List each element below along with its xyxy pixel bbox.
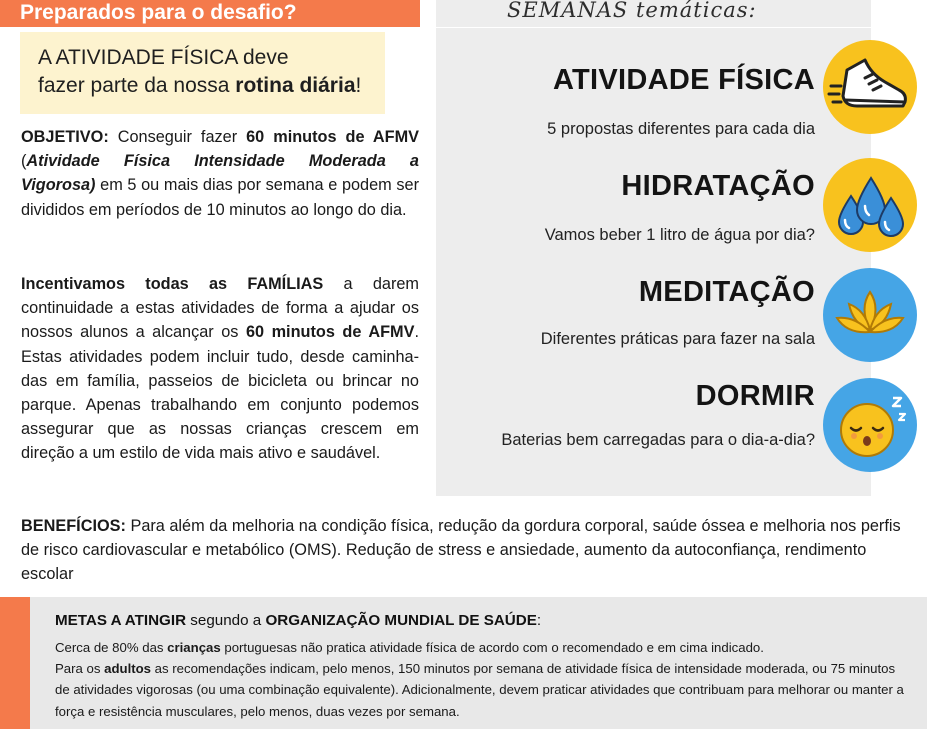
water-drops-icon bbox=[823, 158, 917, 252]
benefits-text: Para além da melhoria na condição física, redução da gordura corporal, saúde óssea e melhoria nos perfis de risco cardiovascular e metabólico (OMS). Redução de stress e ansiedade, aumento da autoconfiança, rendimento escolar bbox=[21, 517, 901, 583]
goals-p2-bold: adultos bbox=[104, 661, 152, 677]
goals-p2-start: Para os bbox=[55, 661, 105, 677]
theme-subtitle-physical-activity: 5 propostas diferentes para cada dia bbox=[547, 120, 815, 138]
families-text-2: . Estas atividades podem incluir tudo, desde caminha-das em família, passeios de bicicleta ou brincar no parque. Apenas trabalhando em conjunto podemos assegurar que as nossas crianças crescem em direção a um estilo de vida mais ativo e saudável. bbox=[21, 323, 419, 463]
objective-text-2: ( bbox=[21, 152, 27, 171]
goals-p1-start: Cerca de 80% das bbox=[55, 640, 168, 655]
objective-paragraph bbox=[21, 125, 419, 222]
goals-p1-end: portuguesas não pratica atividade física de acordo com o recomendado e em cima indicado. bbox=[220, 640, 764, 655]
theme-title-physical-activity: ATIVIDADE FÍSICA bbox=[552, 64, 815, 96]
goals-section bbox=[0, 597, 927, 729]
theme-title-sleep: DORMIR bbox=[695, 380, 815, 412]
objective-text-3: em 5 ou mais dias por semana e podem ser divididos em períodos de 10 minutos ao longo do dia. bbox=[21, 176, 419, 219]
goals-title-end: : bbox=[536, 612, 542, 629]
callout-line2-end: ! bbox=[355, 74, 362, 97]
goals-title-bold-1: METAS A ATINGIR bbox=[55, 612, 187, 629]
goals-title bbox=[55, 612, 541, 629]
header-bar bbox=[0, 0, 420, 27]
goals-adults-paragraph bbox=[55, 658, 905, 722]
goals-title-mid: segundo a bbox=[186, 612, 266, 629]
callout-text bbox=[38, 44, 361, 100]
sneaker-icon bbox=[823, 40, 917, 134]
theme-title-hydration: HIDRATAÇÃO bbox=[621, 170, 815, 202]
themes-divider bbox=[436, 27, 871, 28]
goals-p2-end: as recomendações indicam, pelo menos, 150 minutos por semana de atividade física de intensidade moderada, ou 75 minutos de atividades vigorosas (ou uma combinação equivalente). Adicionalmente, devem praticar atividades que contribuam para melhorar ou manter a força e resistência musculares, pelo menos, duas vezes por semana. bbox=[55, 661, 904, 719]
callout-line1: A ATIVIDADE FÍSICA deve bbox=[38, 46, 289, 69]
callout-line2-bold: rotina diária bbox=[235, 74, 356, 97]
benefits-paragraph bbox=[21, 514, 901, 586]
objective-label: OBJETIVO: bbox=[21, 128, 109, 146]
goals-children-line bbox=[55, 637, 905, 658]
theme-subtitle-hydration: Vamos beber 1 litro de água por dia? bbox=[544, 226, 815, 244]
theme-subtitle-sleep: Baterias bem carregadas para o dia-a-dia? bbox=[501, 431, 815, 449]
benefits-label: BENEFÍCIOS: bbox=[21, 517, 126, 535]
goals-title-bold-2: ORGANIZAÇÃO MUNDIAL DE SAÚDE bbox=[265, 612, 537, 629]
goals-p1-bold: crianças bbox=[167, 640, 221, 655]
objective-text-1: Conseguir fazer bbox=[108, 128, 247, 146]
callout-line2-start: fazer parte da nossa bbox=[38, 74, 236, 97]
theme-title-meditation: MEDITAÇÃO bbox=[638, 276, 815, 308]
lotus-icon bbox=[823, 268, 917, 362]
objective-bold-1: 60 minutos de AFMV bbox=[246, 128, 420, 146]
goals-text bbox=[55, 637, 905, 722]
sleeping-face-icon bbox=[823, 378, 917, 472]
header-title: Preparados para o desafio? bbox=[20, 1, 297, 24]
objective-definition: Atividade Física Intensidade Moderada a Vigorosa) bbox=[21, 152, 419, 195]
families-text-1: a darem continuidade a estas atividades de forma a ajudar os nossos alunos a alcançar os bbox=[21, 275, 419, 342]
theme-subtitle-meditation: Diferentes práticas para fazer na sala bbox=[540, 330, 815, 348]
families-bold-1: Incentivamos todas as FAMÍLIAS bbox=[21, 275, 324, 293]
goals-accent-bar bbox=[0, 597, 30, 729]
families-bold-2: 60 minutos de AFMV bbox=[245, 323, 415, 342]
families-paragraph bbox=[21, 272, 419, 466]
callout-box bbox=[20, 32, 385, 114]
themes-header: SEMANAS temáticas: bbox=[507, 0, 757, 22]
